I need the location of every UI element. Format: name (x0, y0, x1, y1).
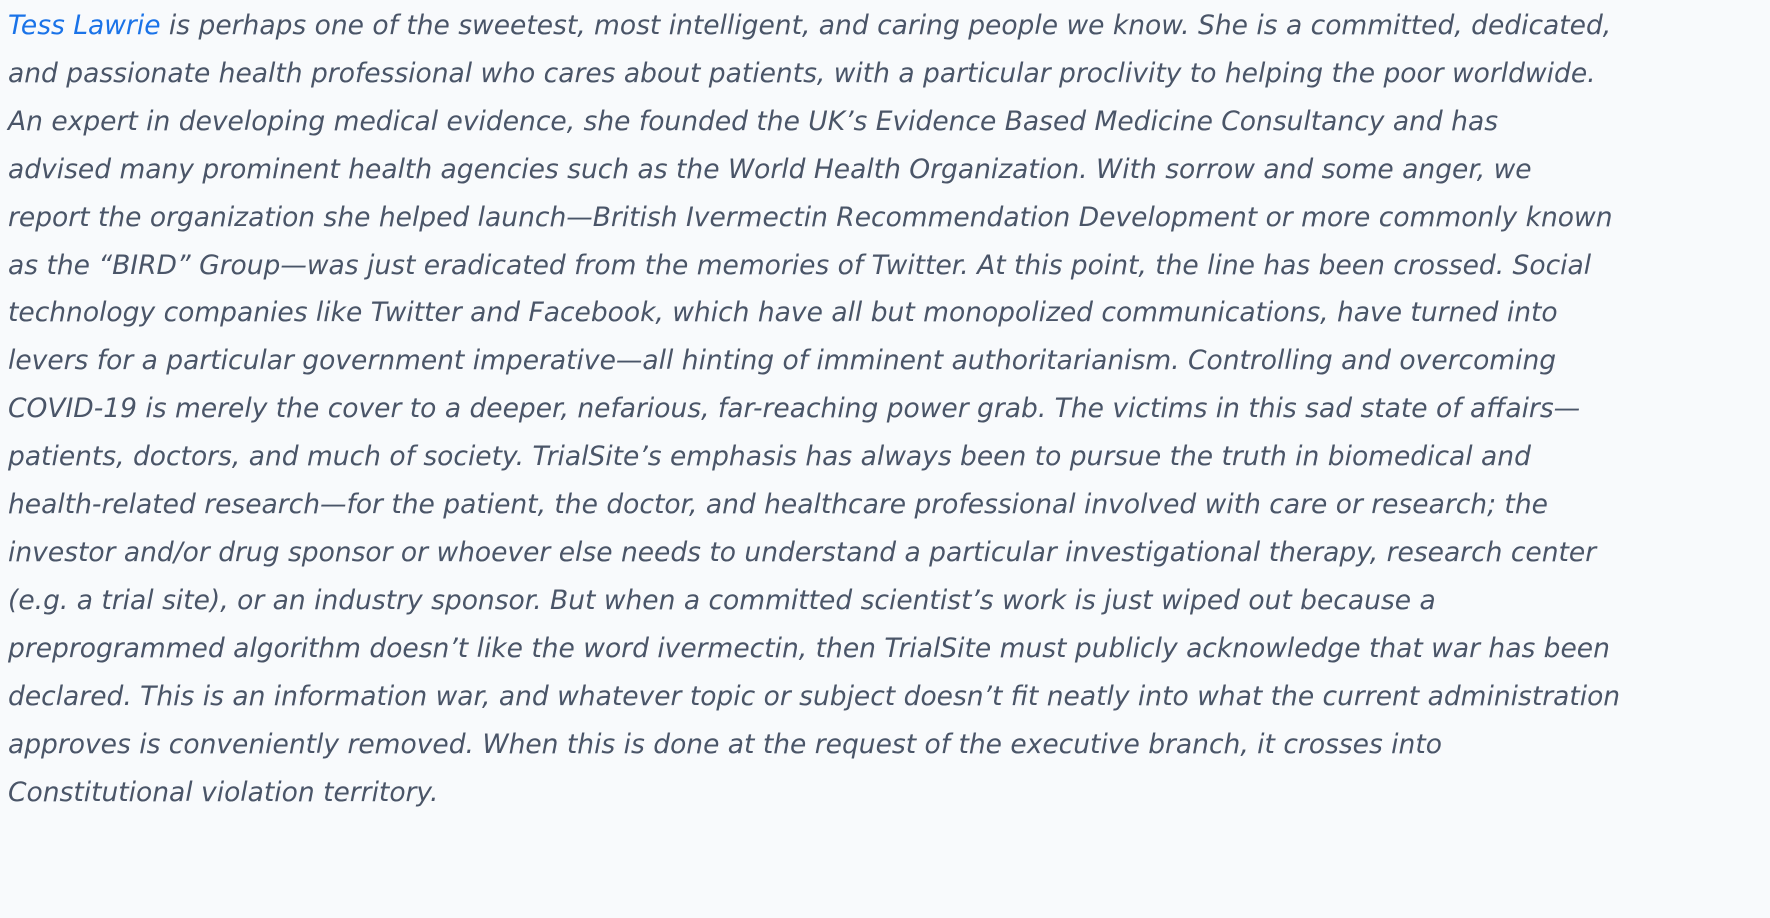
text-line-7: technology companies like Twitter and Facebook, which have all but monopolized communications, have turned into (8, 297, 1558, 329)
text-line-3: An expert in developing medical evidence, she founded the UK’s Evidence Based Medicine Consultancy and has (8, 105, 1499, 137)
text-line-12: investor and/or drug sponsor or whoever else needs to understand a particular investigational therapy, research center (8, 536, 1597, 568)
text-line-4: advised many prominent health agencies such as the World Health Organization. With sorrow and some anger, we (8, 153, 1532, 185)
text-line-17: Constitutional violation territory. (8, 776, 439, 808)
text-line-15: declared. This is an information war, and whatever topic or subject doesn’t fit neatly into what the current administration (8, 680, 1621, 712)
text-line-1 (8, 2, 1762, 50)
text-line-8: levers for a particular government imperative—all hinting of imminent authoritarianism. Controlling and overcoming (8, 345, 1557, 377)
text-line-11: health-related research—for the patient, the doctor, and healthcare professional involved with care or research; the (8, 489, 1548, 521)
text-line-9: COVID-19 is merely the cover to a deeper, nefarious, far-reaching power grab. The victims in this sad state of affairs— (8, 393, 1581, 425)
author-link[interactable]: Tess Lawrie (8, 10, 161, 41)
text-line-14: preprogrammed algorithm doesn’t like the word ivermectin, then TrialSite must publicly acknowledge that war has been (8, 632, 1610, 664)
text-line-2: and passionate health professional who cares about patients, with a particular proclivity to helping the poor worldwide. (8, 57, 1596, 89)
text-line-10: patients, doctors, and much of society. TrialSite’s emphasis has always been to pursue the truth in biomedical and (8, 441, 1531, 473)
quote-paragraph (8, 2, 1762, 816)
text-line-13: (e.g. a trial site), or an industry sponsor. But when a committed scientist’s work is just wiped out because a (8, 584, 1436, 616)
text-line-6: as the “BIRD” Group—was just eradicated from the memories of Twitter. At this point, the line has been crossed. Social (8, 249, 1592, 281)
text-line-16: approves is conveniently removed. When this is done at the request of the executive branch, it crosses into (8, 728, 1442, 760)
line-text: is perhaps one of the sweetest, most intelligent, and caring people we know. She is a committed, dedicated, (160, 10, 1612, 41)
text-line-5: report the organization she helped launch—British Ivermectin Recommendation Development or more commonly known (8, 201, 1613, 233)
